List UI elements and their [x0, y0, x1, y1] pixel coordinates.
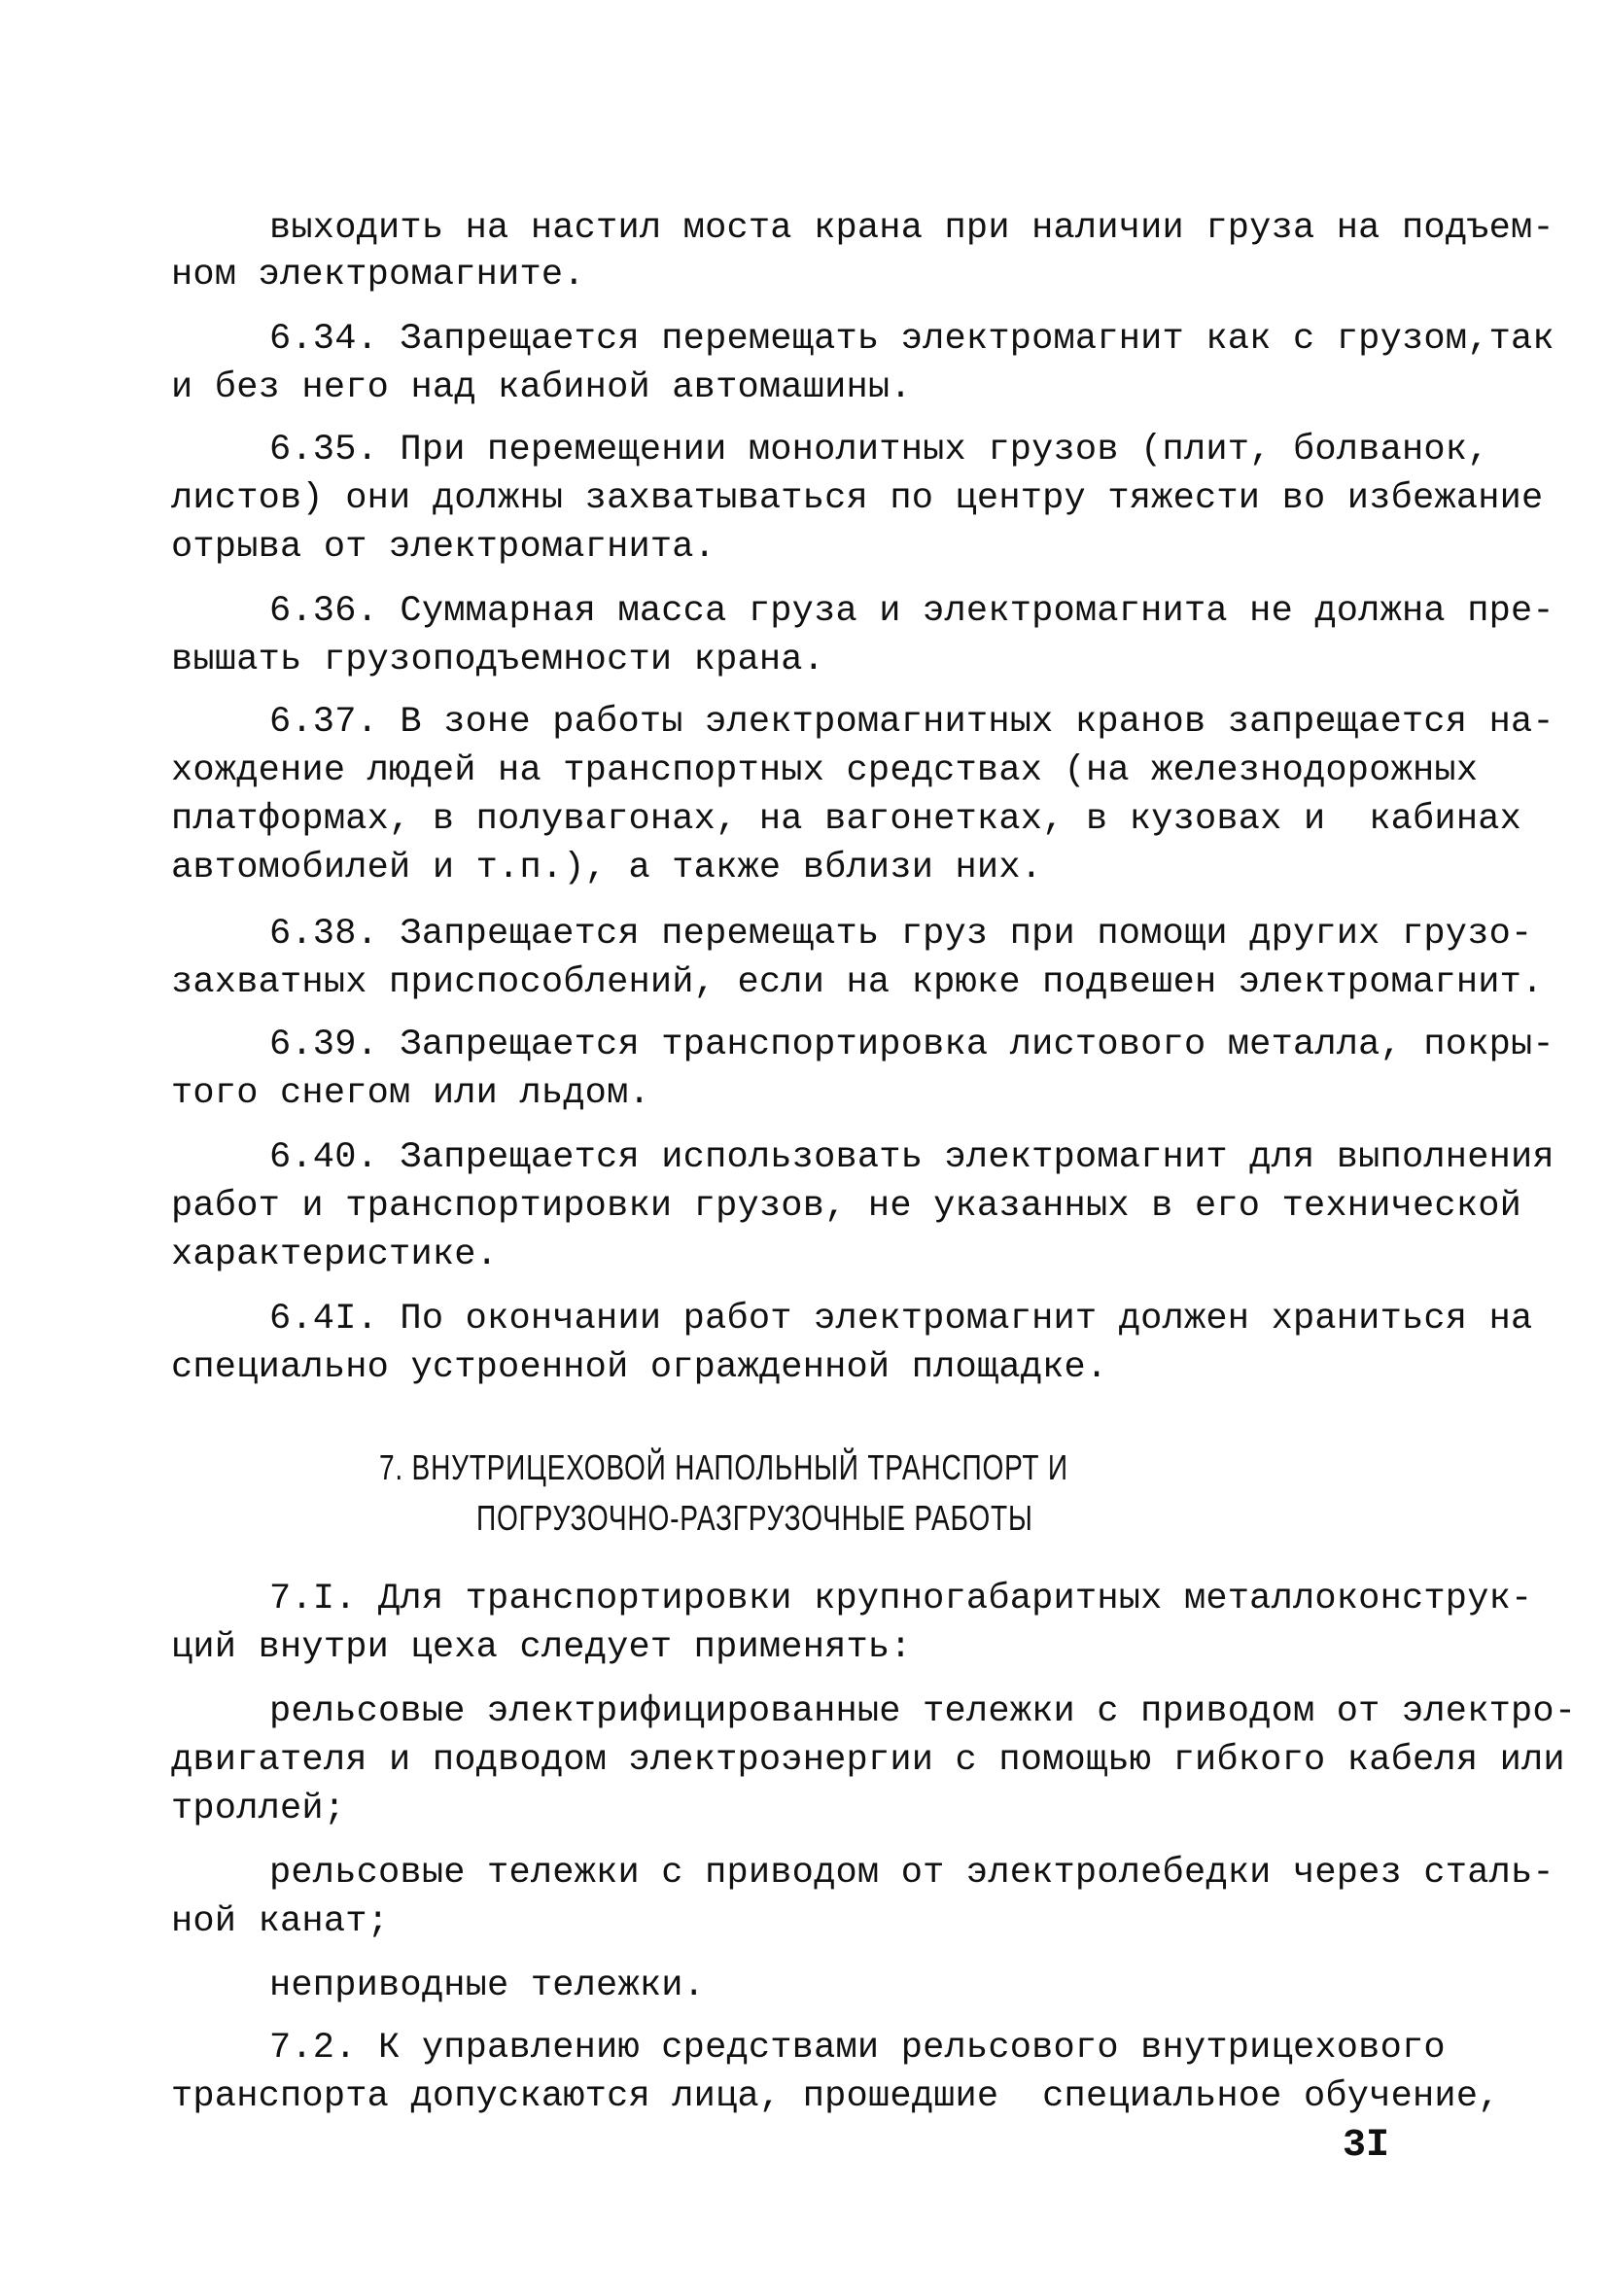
text-line: автомобилей и т.п.), а также вблизи них.	[171, 848, 1043, 888]
paragraph-6-36: 6.36. Суммарная масса груза и электромагнита не должна пре-	[269, 591, 1555, 632]
text-line: листов) они должны захватываться по центру тяжести во избежание	[171, 478, 1544, 519]
text-line: платформах, в полувагонах, на вагонетках, в кузовах и кабинах	[171, 799, 1522, 840]
paragraph-7-1: 7.I. Для транспортировки крупногабаритных металлоконструк-	[269, 1579, 1533, 1619]
text-line: транспорта допускаются лица, прошедшие специальное обучение,	[171, 2076, 1500, 2117]
paragraph-6-38: 6.38. Запрещается перемещать груз при помощи других грузо-	[269, 914, 1533, 955]
paragraph-6-34: 6.34. Запрещается перемещать электромагнит как с грузом,так	[269, 319, 1555, 360]
text-line: ций внутри цеха следует применять:	[171, 1627, 912, 1668]
text-line: отрыва от электромагнита.	[171, 527, 716, 568]
paragraph-6-40: 6.40. Запрещается использовать электромагнит для выполнения	[269, 1137, 1555, 1178]
section-heading-line-2: ПОГРУЗОЧНО-РАЗГРУЗОЧНЫЕ РАБОТЫ	[476, 1498, 1033, 1538]
text-line: вышать грузоподъемности крана.	[171, 640, 825, 680]
section-heading-line-1: 7. ВНУТРИЦЕХОВОЙ НАПОЛЬНЫЙ ТРАНСПОРТ И	[379, 1447, 1068, 1487]
paragraph-7-2: 7.2. К управлению средствами рельсового внутрицехового	[269, 2028, 1446, 2069]
paragraph-6-37: 6.37. В зоне работы электромагнитных кранов запрещается на-	[269, 702, 1555, 743]
paragraph-6-41: 6.4I. По окончании работ электромагнит должен храниться на	[269, 1299, 1533, 1339]
text-line: двигателя и подводом электроэнергии с помощью гибкого кабеля или	[171, 1740, 1565, 1781]
page-number: 3I	[1343, 2124, 1390, 2168]
text-line: и без него над кабиной автомашины.	[171, 367, 912, 408]
text-line: специально устроенной огражденной площадке.	[171, 1347, 1108, 1388]
paragraph-6-35: 6.35. При перемещении монолитных грузов (плит, болванок,	[269, 430, 1489, 470]
text-line: троллей;	[171, 1789, 346, 1829]
text-line: ном электромагните.	[171, 255, 585, 296]
list-item: неприводные тележки.	[269, 1966, 706, 2006]
paragraph-6-39: 6.39. Запрещается транспортировка листового металла, покры-	[269, 1025, 1555, 1065]
text-line: хождение людей на транспортных средствах (на железнодорожных	[171, 750, 1479, 791]
text-line: того снегом или льдом.	[171, 1073, 650, 1114]
list-item: рельсовые электрифицированные тележки с приводом от электро-	[269, 1691, 1577, 1732]
text-line: выходить на настил моста крана при наличии груза на подъем-	[269, 208, 1555, 249]
list-item: рельсовые тележки с приводом от электролебедки через сталь-	[269, 1853, 1555, 1894]
text-line: характеристике.	[171, 1235, 499, 1275]
text-line: захватных приспособлений, если на крюке подвешен электромагнит.	[171, 962, 1544, 1003]
text-line: ной канат;	[171, 1901, 390, 1942]
text-line: работ и транспортировки грузов, не указанных в его технической	[171, 1186, 1522, 1227]
